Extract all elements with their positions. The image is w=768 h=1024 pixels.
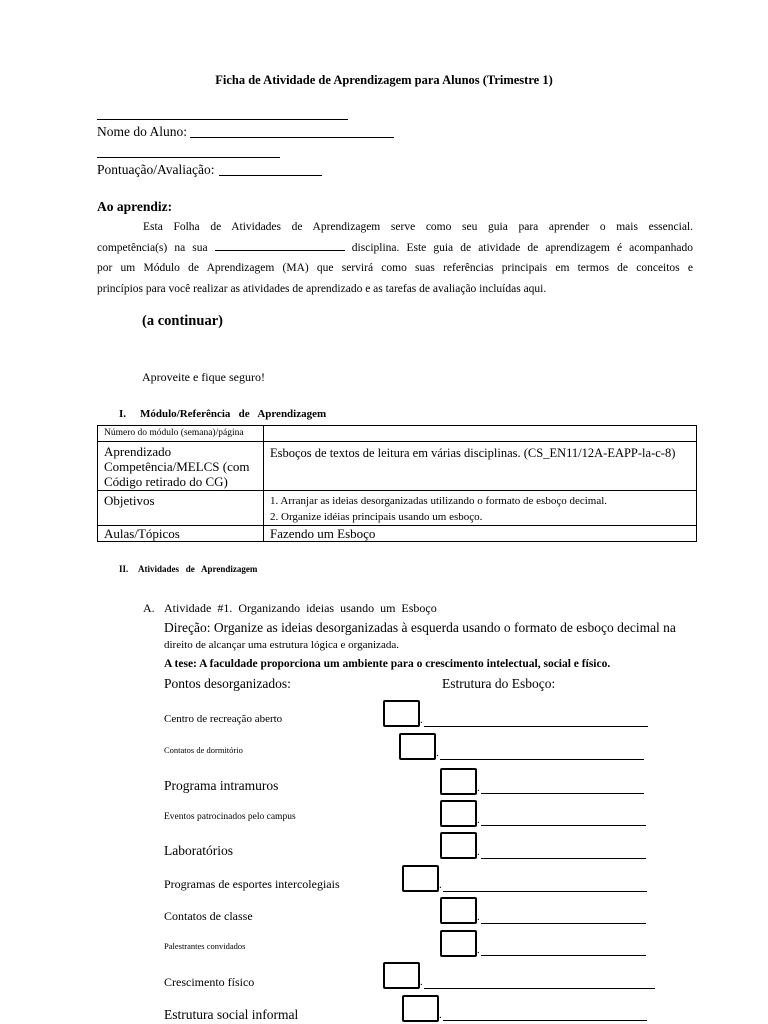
item-label: Eventos patrocinados pelo campus bbox=[164, 812, 296, 822]
item-label: Centro de recreação aberto bbox=[164, 713, 283, 725]
table-cell-value bbox=[264, 491, 697, 526]
worksheet-title: Ficha de Atividade de Aprendizagem para Alunos (Trimestre 1) bbox=[215, 73, 553, 87]
item-label: Estrutura social informal bbox=[164, 1007, 299, 1022]
direction-line: Direção: Organize as ideias desorganizadas à esquerda usando o formato de esboço decimal na bbox=[164, 620, 676, 635]
table-row bbox=[98, 491, 697, 526]
outline-answer-line[interactable] bbox=[481, 923, 646, 924]
closing-text: Aproveite e fique seguro! bbox=[142, 370, 265, 384]
table-row bbox=[98, 426, 697, 442]
item-label: Contatos de classe bbox=[164, 909, 253, 923]
table-row bbox=[98, 526, 697, 542]
intro-heading: Ao aprendiz: bbox=[97, 199, 173, 214]
dot: . bbox=[436, 747, 439, 759]
table-cell-value[interactable] bbox=[264, 426, 697, 442]
outline-answer-line[interactable] bbox=[443, 1020, 647, 1021]
outline-number-box[interactable] bbox=[440, 800, 477, 827]
outline-answer-line[interactable] bbox=[481, 858, 646, 859]
score-field[interactable] bbox=[219, 175, 322, 176]
dot: . bbox=[420, 976, 423, 988]
outline-number-box[interactable] bbox=[440, 768, 477, 795]
module-reference-table bbox=[97, 425, 697, 542]
col-left-heading: Pontos desorganizados: bbox=[164, 676, 291, 691]
dot: . bbox=[439, 879, 442, 891]
outline-answer-line[interactable] bbox=[443, 891, 647, 892]
outline-number-box[interactable] bbox=[440, 832, 477, 859]
intro-text: competência(s) na sua bbox=[97, 241, 208, 254]
dot: . bbox=[477, 782, 480, 794]
blank-line bbox=[97, 157, 280, 158]
item-label: Programa intramuros bbox=[164, 778, 279, 793]
blank-line bbox=[97, 119, 348, 120]
activity-title: Atividade #1. Organizando ideias usando um Esboço bbox=[164, 601, 437, 615]
outline-answer-line[interactable] bbox=[481, 955, 646, 956]
item-label: Palestrantes convidados bbox=[164, 941, 246, 951]
intro-line: por um Módulo de Aprendizagem (MA) que servirá como suas referências principais em termos de conceitos e bbox=[97, 262, 693, 274]
table-cell-label: Aprendizado Competência/MELCS (com Código retirado do CG) bbox=[98, 442, 264, 491]
score-label: Pontuação/Avaliação: bbox=[97, 162, 215, 177]
dot: . bbox=[477, 814, 480, 826]
intro-line bbox=[97, 238, 693, 259]
table-cell-label: Objetivos bbox=[98, 491, 264, 526]
dot: . bbox=[420, 714, 423, 726]
col-right-heading: Estrutura do Esboço: bbox=[442, 676, 556, 691]
objective-line: 2. Organize idéias principais usando um esboço. bbox=[270, 511, 483, 523]
dot: . bbox=[477, 911, 480, 923]
outline-number-box[interactable] bbox=[399, 733, 436, 760]
continue-note: (a continuar) bbox=[142, 313, 223, 329]
discipline-blank[interactable] bbox=[215, 239, 345, 251]
objective-line: 1. Arranjar as ideias desorganizadas utilizando o formato de esboço decimal. bbox=[270, 495, 608, 507]
table-cell-value: Esboços de textos de leitura em várias disciplinas. (CS_EN11/12A-EAPP-la-c-8) bbox=[264, 442, 697, 491]
outline-answer-line[interactable] bbox=[481, 825, 646, 826]
table-row bbox=[98, 442, 697, 491]
outline-number-box[interactable] bbox=[383, 962, 420, 989]
outline-answer-line[interactable] bbox=[424, 726, 648, 727]
section2-heading: Atividades de Aprendizagem bbox=[138, 564, 258, 574]
table-cell-label: Número do módulo (semana)/página bbox=[98, 426, 264, 442]
direction-line: direito de alcançar uma estrutura lógica e organizada. bbox=[164, 639, 399, 651]
item-label: Crescimento físico bbox=[164, 975, 255, 989]
section1-heading: Módulo/Referência de Aprendizagem bbox=[140, 408, 327, 420]
table-cell-value: Fazendo um Esboço bbox=[264, 526, 697, 542]
section1-numeral: I. bbox=[119, 408, 127, 420]
activity-letter: A. bbox=[143, 601, 155, 615]
outline-answer-line[interactable] bbox=[424, 988, 655, 989]
table-cell-label: Aulas/Tópicos bbox=[98, 526, 264, 542]
dot: . bbox=[477, 846, 480, 858]
outline-number-box[interactable] bbox=[440, 897, 477, 924]
outline-answer-line[interactable] bbox=[440, 759, 644, 760]
item-label: Programas de esportes intercolegiais bbox=[164, 877, 340, 891]
intro-line: Esta Folha de Atividades de Aprendizagem serve como seu guia para aprender o mais essencial. bbox=[143, 221, 693, 233]
dot: . bbox=[477, 944, 480, 956]
intro-line: princípios para você realizar as atividades de aprendizado e as tarefas de avaliação incluídas aqui. bbox=[97, 282, 547, 295]
section2-numeral: II. bbox=[119, 564, 129, 574]
dot: . bbox=[439, 1009, 442, 1021]
thesis-statement: A tese: A faculdade proporciona um ambiente para o crescimento intelectual, social e físico. bbox=[164, 658, 611, 670]
outline-number-box[interactable] bbox=[402, 865, 439, 892]
student-name-field[interactable] bbox=[190, 137, 394, 138]
item-label: Laboratórios bbox=[164, 843, 233, 858]
item-label: Contatos de dormitório bbox=[164, 745, 243, 755]
outline-answer-line[interactable] bbox=[481, 793, 644, 794]
intro-text: disciplina. Este guia de atividade de aprendizagem é acompanhado bbox=[351, 241, 693, 254]
outline-number-box[interactable] bbox=[383, 700, 420, 727]
outline-number-box[interactable] bbox=[440, 930, 477, 957]
outline-number-box[interactable] bbox=[402, 995, 439, 1022]
student-name-label: Nome do Aluno: bbox=[97, 124, 187, 139]
intro-paragraph bbox=[97, 217, 693, 299]
